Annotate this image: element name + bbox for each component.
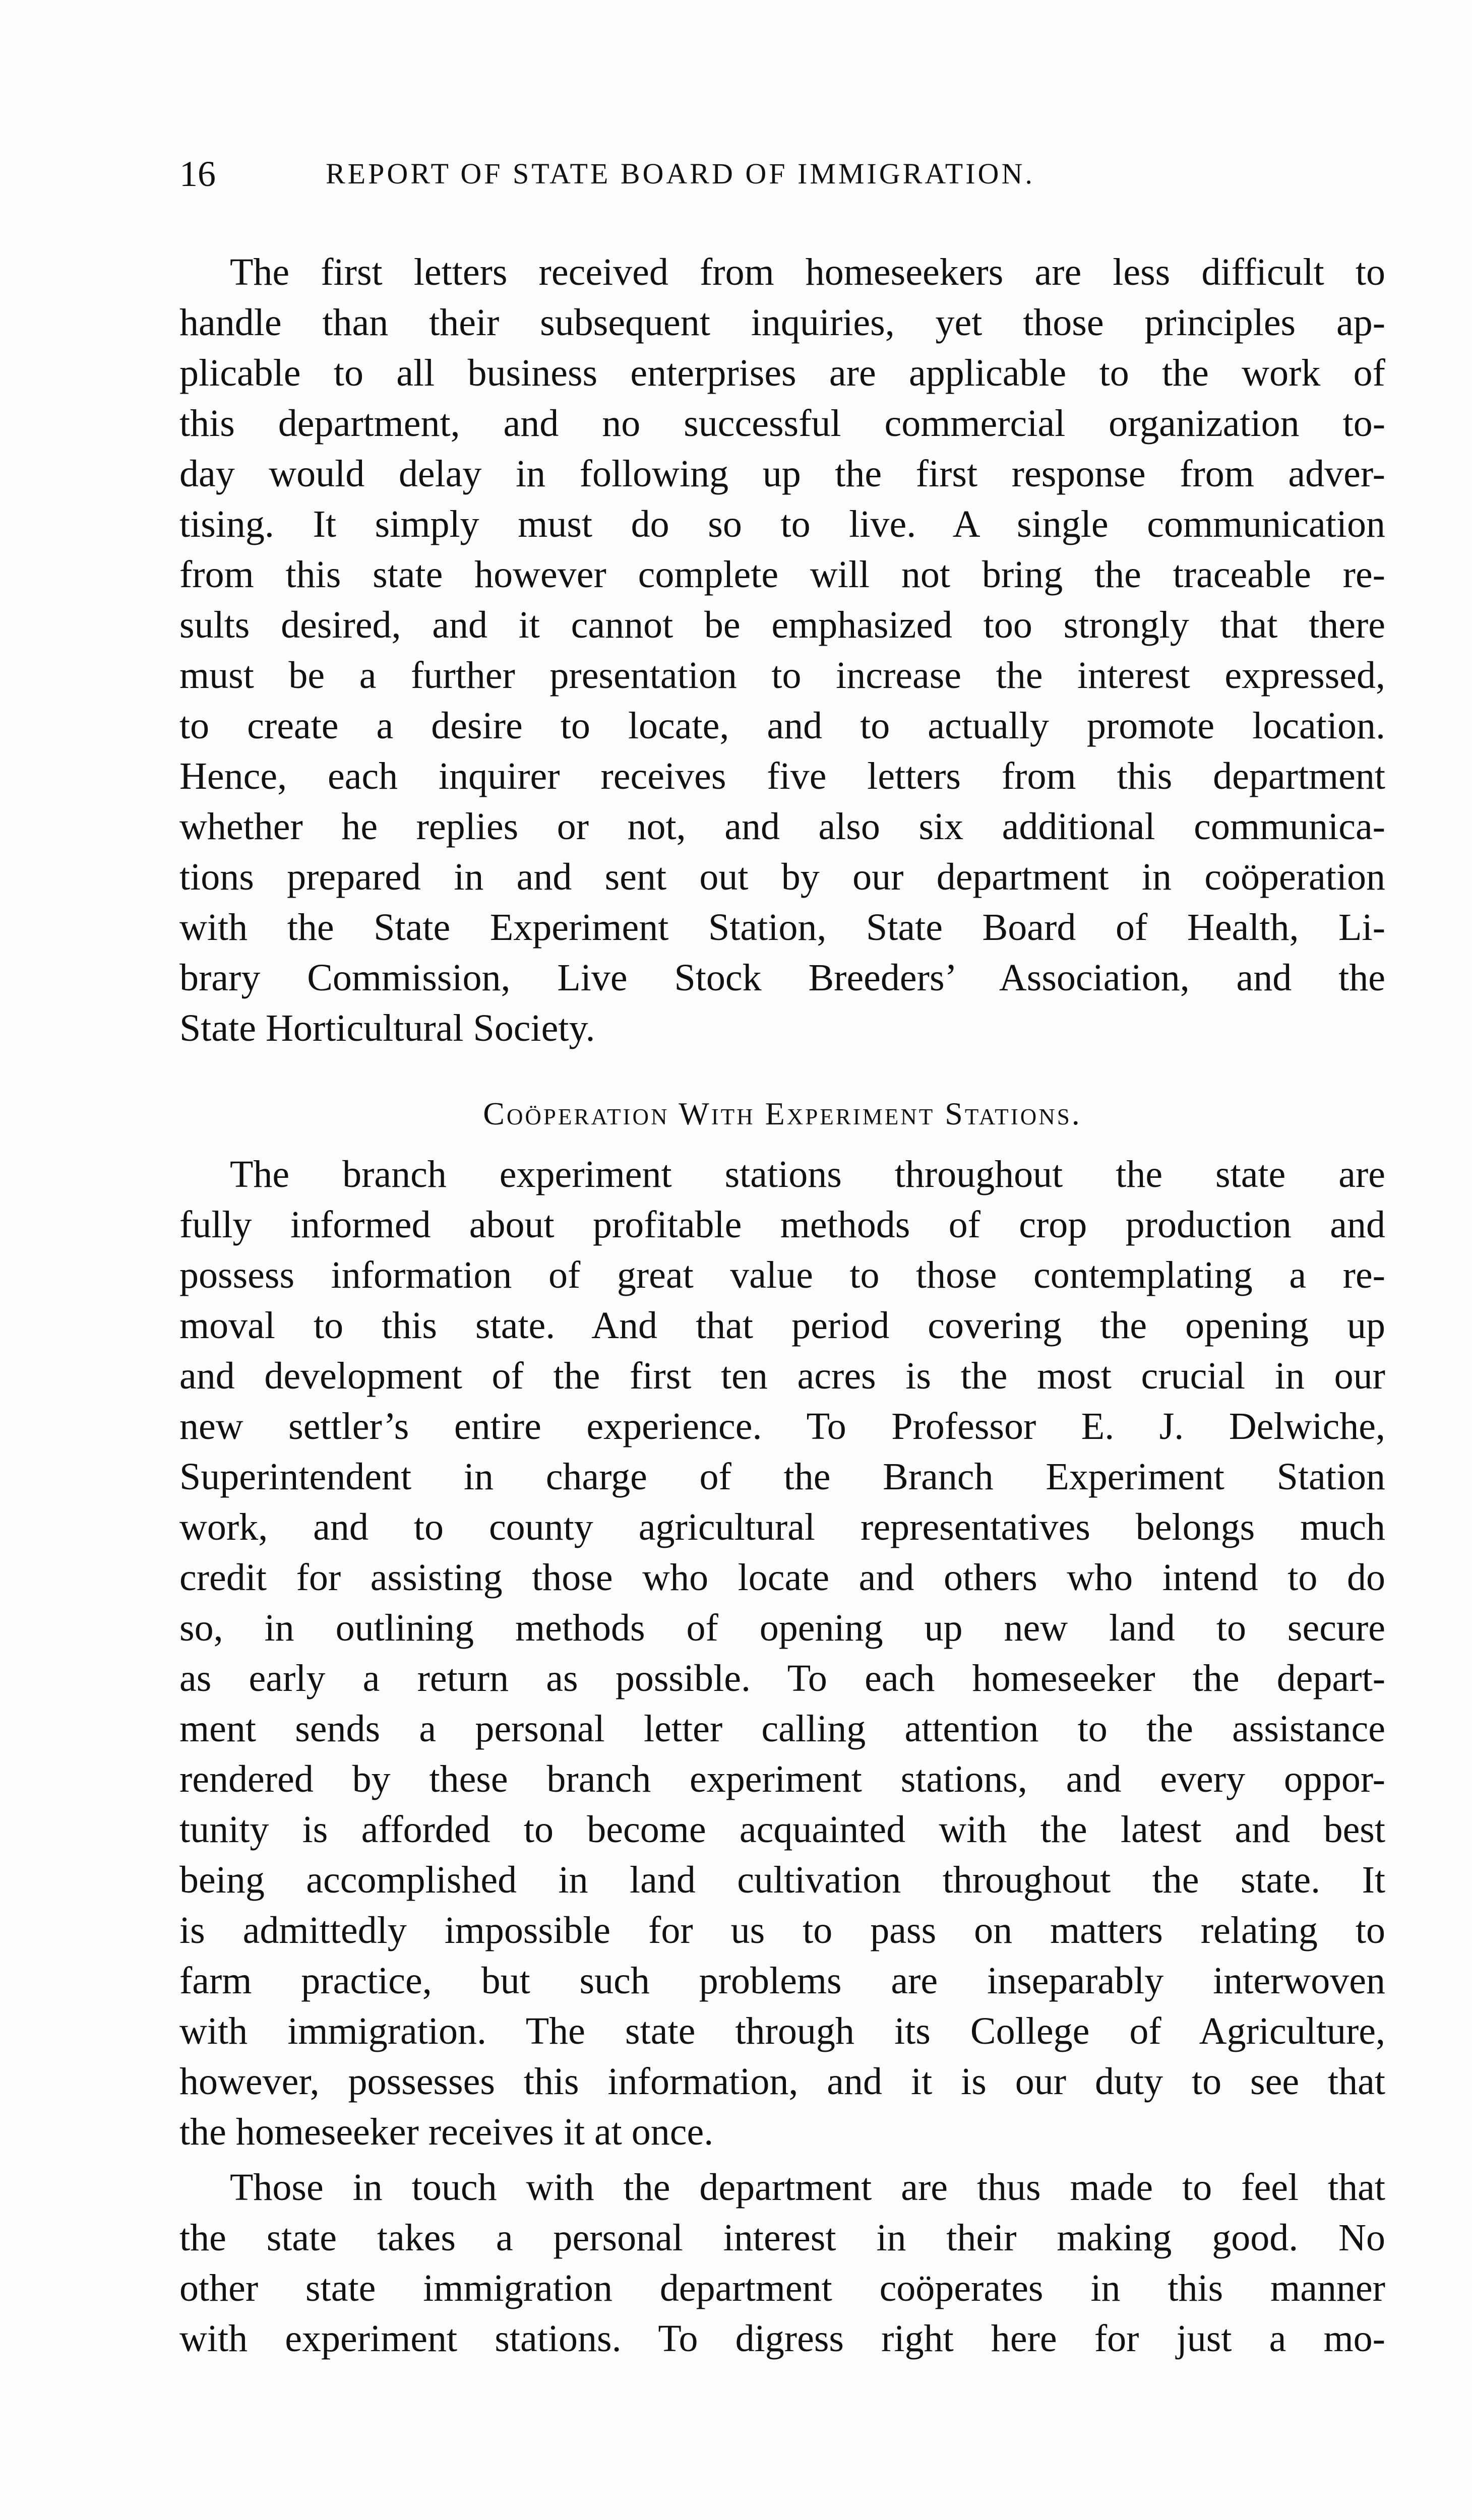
text-line: Those in touch with the department are thus made to feel that <box>230 2166 1385 2209</box>
text-line: fully informed about profitable methods of crop production and <box>179 1204 1385 1246</box>
text-line: whether he replies or not, and also six additional communica- <box>179 805 1385 848</box>
text-line: tunity is afforded to become acquainted with the latest and best <box>179 1808 1385 1851</box>
text-line: ment sends a personal letter calling attention to the assistance <box>179 1708 1385 1750</box>
text-line: the homeseeker receives it at once. <box>179 2111 714 2153</box>
text-line: plicable to all business enterprises are applicable to the work of <box>179 352 1385 394</box>
text-line: the state takes a personal interest in their making good. No <box>179 2217 1385 2259</box>
text-line: The branch experiment stations throughout the state are <box>230 1153 1385 1195</box>
section-heading: Coöperation With Experiment Stations. <box>483 1096 1082 1131</box>
text-line: from this state however complete will not bring the traceable re- <box>179 553 1385 596</box>
text-line: other state immigration department coöperates in this manner <box>179 2267 1385 2309</box>
text-line: with the State Experiment Station, State Board of Health, Li- <box>179 906 1385 949</box>
running-header <box>179 146 1399 202</box>
text-line: State Horticultural Society. <box>179 1007 595 1049</box>
text-line: and development of the first ten acres is the most crucial in our <box>179 1355 1385 1397</box>
paragraph-personal-interest <box>179 2162 1385 2364</box>
text-line: moval to this state. And that period covering the opening up <box>179 1304 1385 1347</box>
text-line: being accomplished in land cultivation throughout the state. It <box>179 1859 1385 1901</box>
text-line: however, possesses this information, and it is our duty to see that <box>179 2060 1385 2103</box>
text-line: farm practice, but such problems are inseparably interwoven <box>179 1960 1385 2002</box>
text-line: rendered by these branch experiment stations, and every oppor- <box>179 1758 1385 1800</box>
text-line: brary Commission, Live Stock Breeders’ Association, and the <box>179 957 1385 999</box>
text-line: with immigration. The state through its College of Agriculture, <box>179 2010 1385 2052</box>
text-line: Superintendent in charge of the Branch Experiment Station <box>179 1456 1385 1498</box>
paragraph-experiment-stations <box>179 1149 1385 2157</box>
paragraph-homeseeker-letters <box>179 247 1385 1053</box>
text-line: credit for assisting those who locate and others who intend to do <box>179 1556 1385 1599</box>
text-line: day would delay in following up the first response from adver- <box>179 453 1385 495</box>
text-line: tions prepared in and sent out by our department in coöperation <box>179 856 1385 898</box>
text-line: to create a desire to locate, and to actually promote location. <box>179 705 1385 747</box>
text-line: sults desired, and it cannot be emphasized too strongly that there <box>179 604 1385 646</box>
report-title: REPORT OF STATE BOARD OF IMMIGRATION. <box>326 157 1035 190</box>
text-line: new settler’s entire experience. To Professor E. J. Delwiche, <box>179 1405 1385 1447</box>
text-line: this department, and no successful commercial organization to- <box>179 402 1385 445</box>
page-number: 16 <box>179 154 216 194</box>
text-line: as early a return as possible. To each homeseeker the depart- <box>179 1657 1385 1699</box>
text-line: must be a further presentation to increase the interest expressed, <box>179 654 1385 697</box>
text-line: so, in outlining methods of opening up new land to secure <box>179 1607 1385 1649</box>
text-line: The first letters received from homeseekers are less difficult to <box>230 251 1385 293</box>
text-line: possess information of great value to those contemplating a re- <box>179 1254 1385 1296</box>
text-line: handle than their subsequent inquiries, yet those principles ap- <box>179 301 1385 344</box>
text-line: tising. It simply must do so to live. A single communication <box>179 503 1385 545</box>
text-line: with experiment stations. To digress right here for just a mo- <box>179 2317 1385 2360</box>
text-line: Hence, each inquirer receives five letters from this department <box>179 755 1385 797</box>
text-line: is admittedly impossible for us to pass on matters relating to <box>179 1909 1385 1951</box>
text-line: work, and to county agricultural representatives belongs much <box>179 1506 1385 1548</box>
